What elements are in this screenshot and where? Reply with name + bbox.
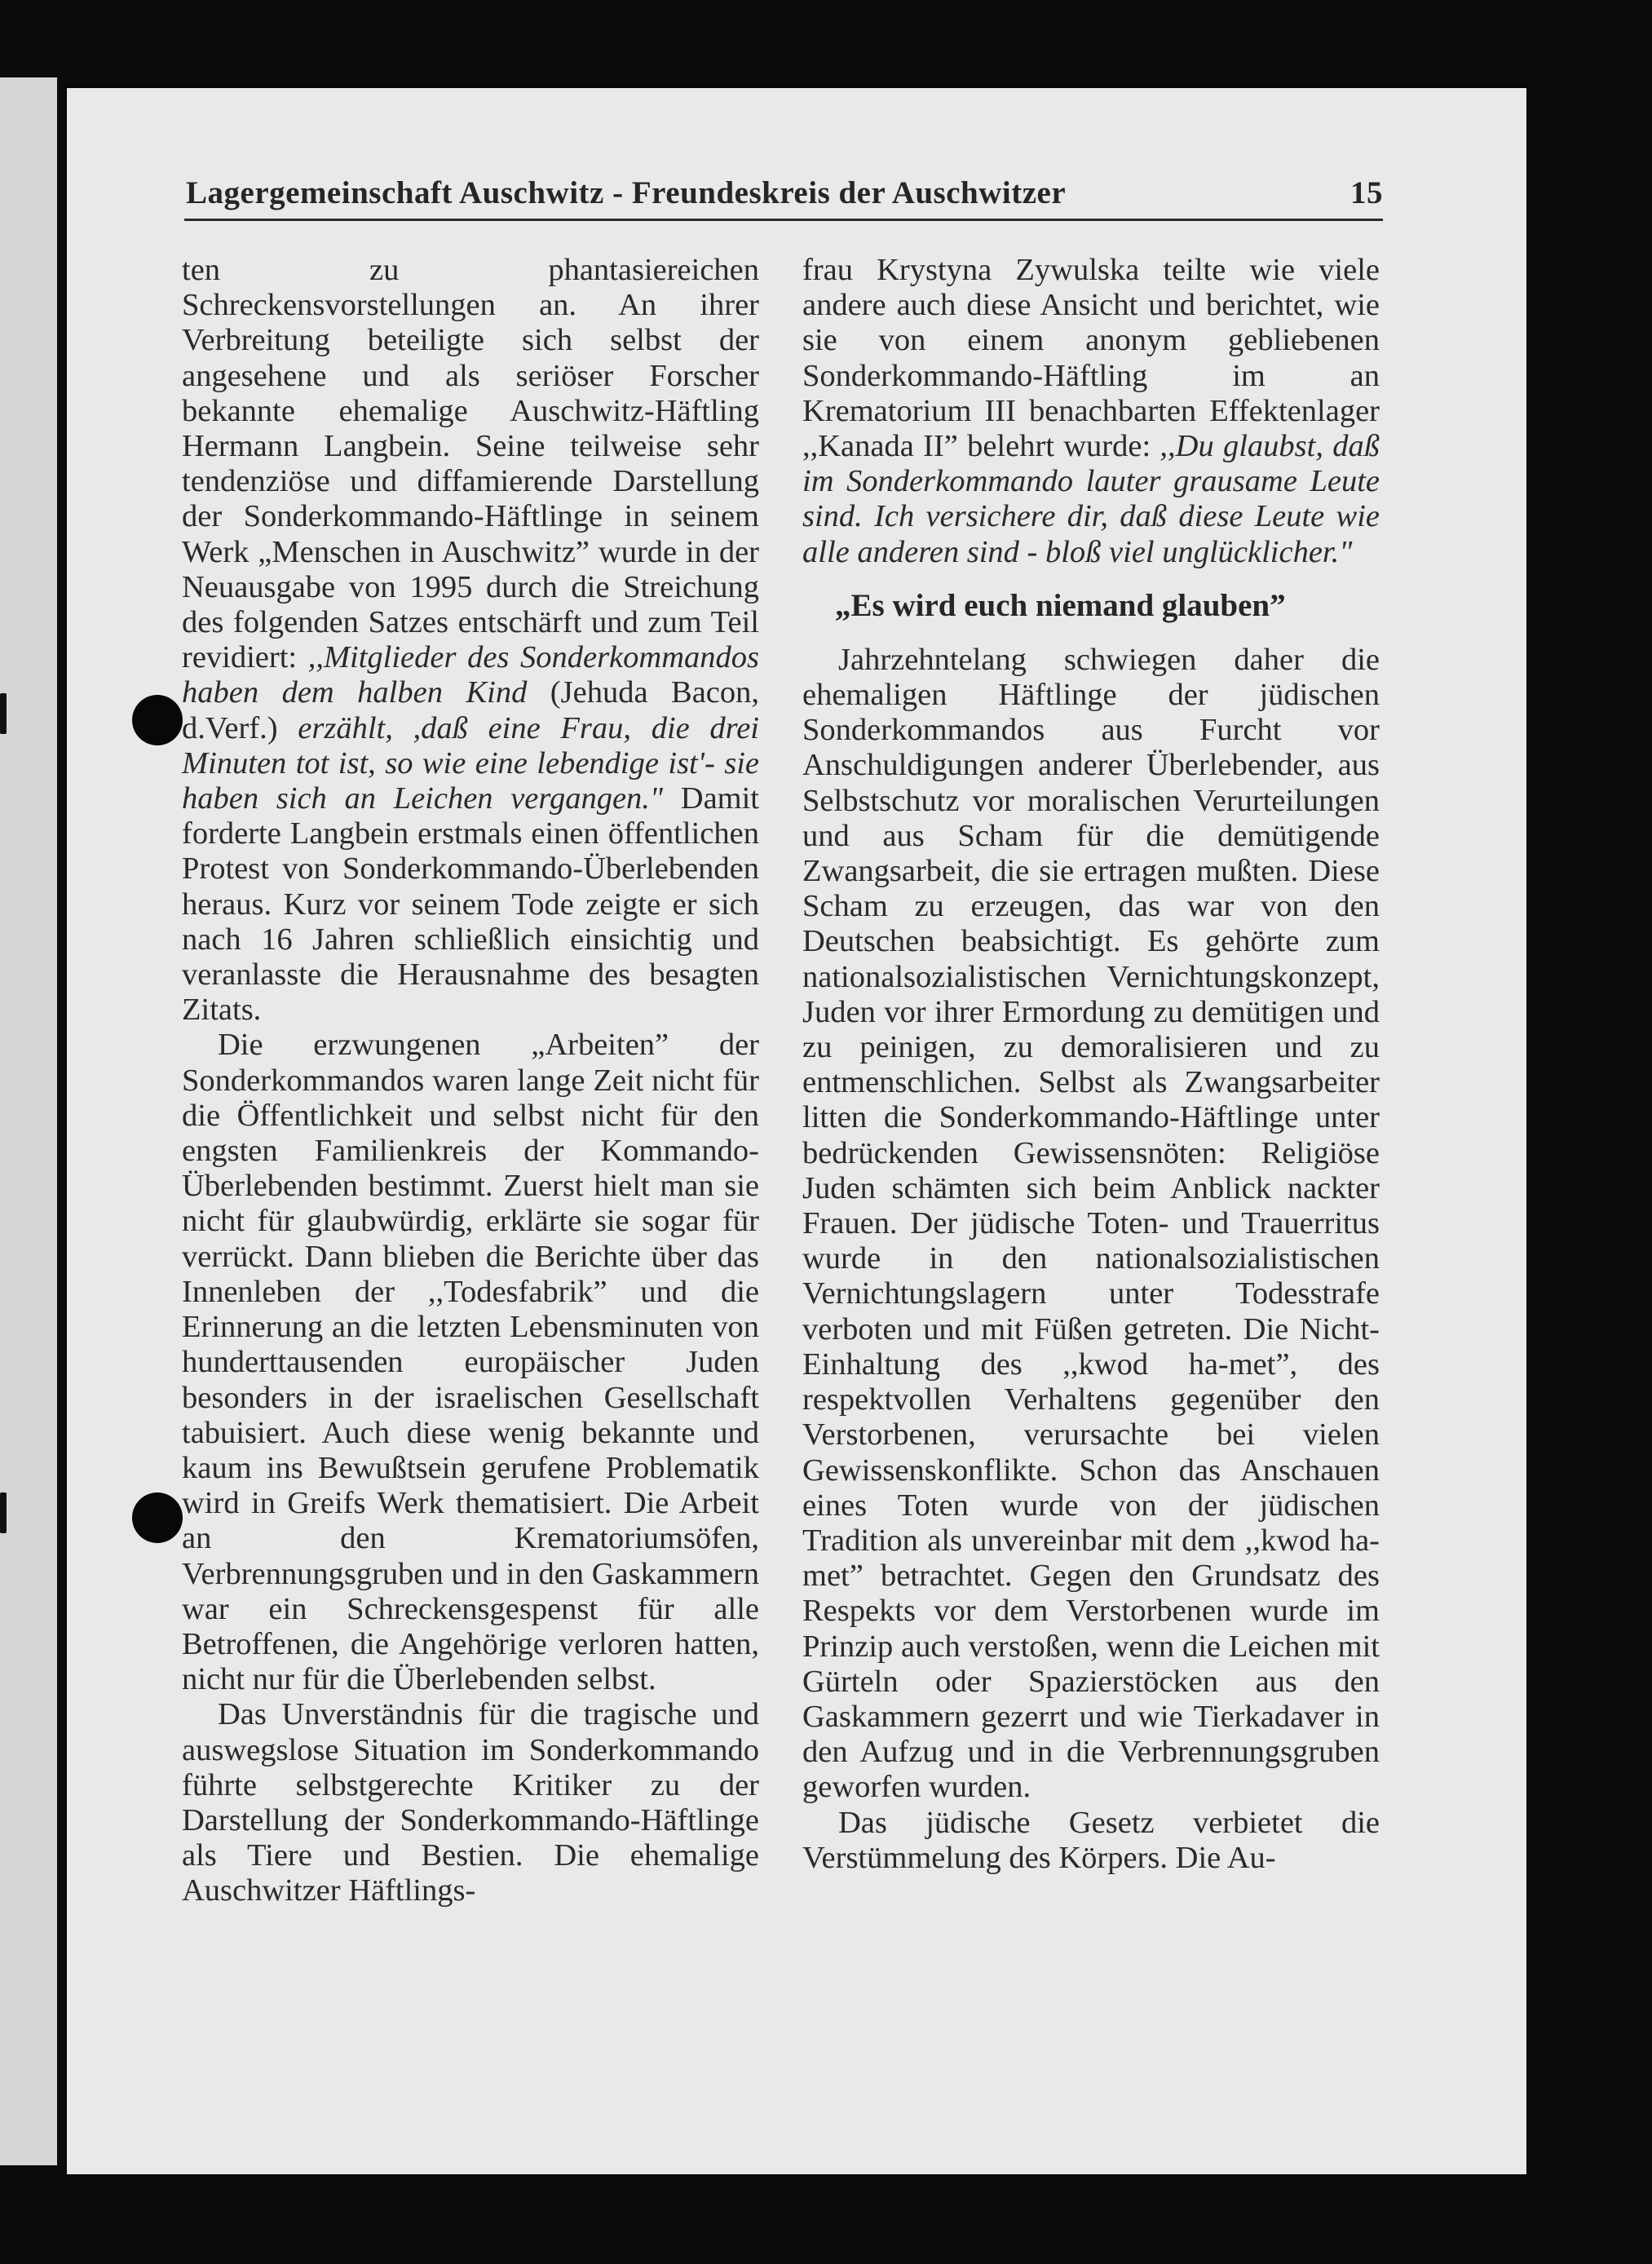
text-run: frau Krystyna Zywulska teilte wie viele andere auch diese Ansicht und berichtet, wie sie von einem anonym gebliebenen Sonderkommando-Häftling im an Krematorium III benachbarten Effektenlager ,,Kanada II” belehrt wurde: [802,253,1380,464]
punch-hole [132,695,183,745]
paragraph [802,253,1380,570]
punch-hole [132,1492,183,1543]
quote-italic: erzählt, ,daß eine Frau, die drei Minuten tot ist, so wie eine lebendige ist'- sie haben sich an Leichen vergangen." [182,710,759,816]
text-run: Damit forderte Langbein erstmals einen öffentlichen Protest von Sonderkommando-Überlebenden heraus. Kurz vor seinem Tode zeigte er sich nach 16 Jahren schließlich einsichtig und veranlasste die Herausnahme des besagten Zitats. [182,781,759,1028]
running-header [184,170,1383,221]
binding-notch [0,1492,7,1533]
quote-italic: ,,Mitglieder des Sonderkommandos haben dem halben Kind [182,640,759,710]
page-number: 15 [1350,175,1383,210]
quote-italic: ,,Du glaubst, daß im Sonderkommando lauter grausame Leute sind. Ich versichere dir, daß diese Leute wie alle anderen sind - bloß viel unglücklicher." [802,429,1380,569]
adjacent-page-edge [0,77,57,2165]
publication-title: Lagergemeinschaft Auschwitz - Freundeskreis der Auschwitzer [186,175,1067,210]
section-heading: „Es wird euch niemand glauben” [835,587,1286,623]
right-column [802,253,1380,1876]
paragraph: Das Unverständnis für die tragische und auswegslose Situation im Sonderkommando führte selbstgerechte Kritiker zu der Darstellung der Sonderkommando-Häftlinge als Tiere und Bestien. Die ehemalige Auschwitzer Häftlings- [182,1697,759,1908]
paragraph: Jahrzehntelang schwiegen daher die ehemaligen Häftlinge der jüdischen Sonderkommandos aus Furcht vor Anschuldigungen anderer Überlebender, aus Selbstschutz vor moralischen Verurteilungen und aus Scham für die demütigende Zwangsarbeit, die sie ertragen mußten. Diese Scham zu erzeugen, das war von den Deutschen beabsichtigt. Es gehörte zum nationalsozialistischen Vernichtungskonzept, Juden vor ihrer Ermordung zu demütigen und zu peinigen, zu demoralisieren und zu entmenschlichen. Selbst als Zwangsarbeiter litten die Sonderkommando-Häftlinge unter bedrückenden Gewissensnöten: Religiöse Juden schämten sich beim Anblick nackter Frauen. Der jüdische Toten- und Trauerritus wurde in den nationalsozialistischen Vernichtungslagern unter Todesstrafe verboten und mit Füßen getreten. Die Nicht-Einhaltung des ,,kwod ha-met”, des respektvollen Verhaltens gegenüber den Verstorbenen, verursachte bei vielen Gewissenskonflikte. Schon das Anschauen eines Toten wurde von der jüdischen Tradition als unvereinbar mit dem ,,kwod ha-met” betrachtet. Gegen den Grundsatz des Respekts vor dem Verstorbenen wurde im Prinzip auch verstoßen, wenn die Leichen mit Gürteln oder Spazierstöcken aus den Gaskammern gezerrt und wie Tierkadaver in den Aufzug und in die Verbrennungsgruben geworfen wurden. [802,642,1380,1805]
paragraph: Die erzwungenen „Arbeiten” der Sonderkommandos waren lange Zeit nicht für die Öffentlichkeit und selbst nicht für den engsten Familienkreis der Kommando-Überlebenden bestimmt. Zuerst hielt man sie nicht für glaubwürdig, erklärte sie sogar für verrückt. Dann blieben die Berichte über das Innenleben der ,,Todesfabrik” und die Erinnerung an die letzten Lebensminuten von hunderttausenden europäischer Juden besonders in der israelischen Gesellschaft tabuisiert. Auch diese wenig bekannte und kaum ins Bewußtsein gerufene Problematik wird in Greifs Werk thematisiert. Die Arbeit an den Krematoriumsöfen, Verbrennungsgruben und in den Gaskammern war ein Schreckensgespenst für alle Betroffenen, die Angehörige verloren hatten, nicht nur für die Überlebenden selbst. [182,1028,759,1697]
text-run: ten zu phantasiereichen Schreckensvorstellungen an. An ihrer Verbreitung beteiligte sich selbst der angesehene und als seriöser Forscher bekannte ehemalige Auschwitz-Häftling Hermann Langbein. Seine teilweise sehr tendenziöse und diffamierende Darstellung der Sonderkommando-Häftlinge in seinem Werk „Menschen in Auschwitz” wurde in der Neuausgabe von 1995 durch die Streichung des folgenden Satzes entschärft und zum Teil revidiert: [182,253,759,675]
binding-notch [0,693,7,734]
paragraph: Das jüdische Gesetz verbietet die Verstümmelung des Körpers. Die Au- [802,1805,1380,1875]
left-column [182,253,759,1909]
paragraph [182,253,759,1028]
text-run: (Jehuda Bacon, d.Verf.) [182,675,759,745]
